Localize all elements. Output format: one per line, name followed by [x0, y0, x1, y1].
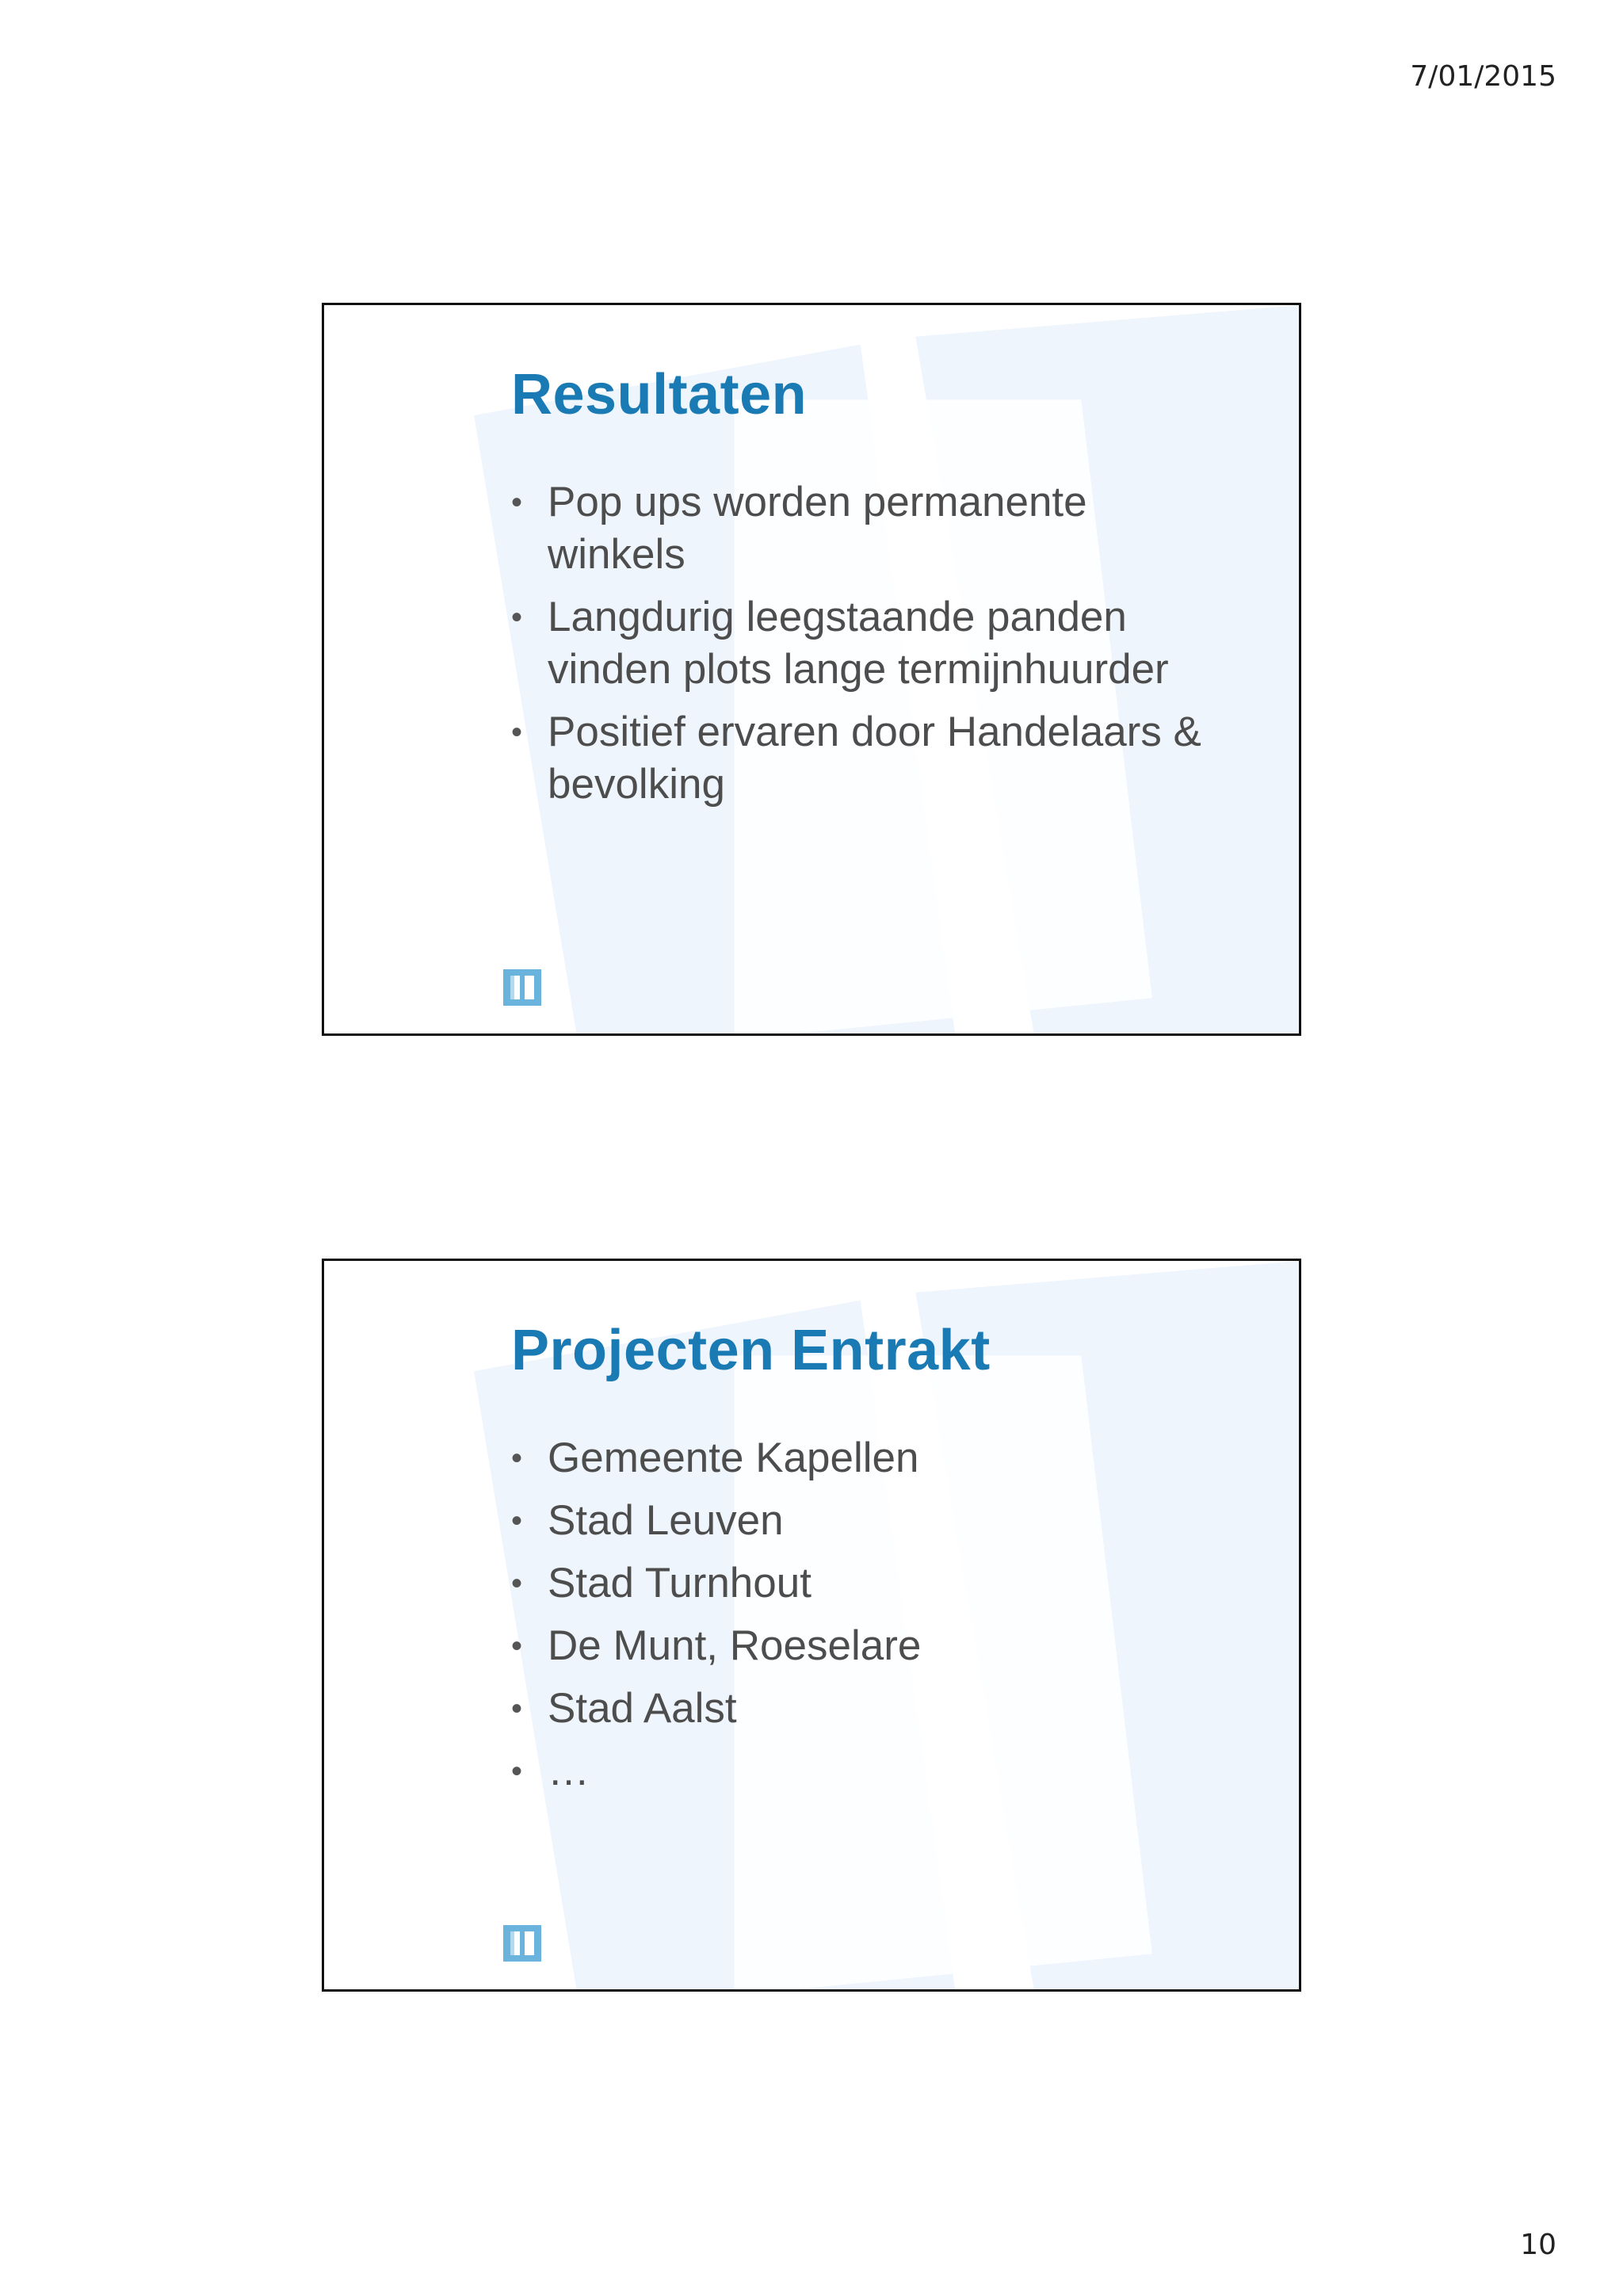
bullet-dot-icon: • [511, 1441, 523, 1476]
entrakt-bracket-logo-icon [503, 1925, 541, 1962]
bullet-text: Stad Leuven [548, 1497, 784, 1544]
bullet-list [511, 1432, 1224, 1808]
list-item [511, 476, 1224, 581]
bullet-text: Stad Turnhout [548, 1560, 812, 1606]
list-item [511, 1745, 1224, 1797]
page-date: 7/01/2015 [1410, 60, 1556, 93]
list-item [511, 1495, 1224, 1547]
bullet-text: Positief ervaren door Handelaars & bevolking [548, 709, 1201, 808]
bullet-text: Pop ups worden permanente winkels [548, 479, 1087, 578]
list-item [511, 1620, 1224, 1672]
list-item [511, 1683, 1224, 1735]
bullet-text: De Munt, Roeselare [548, 1622, 922, 1669]
entrakt-bracket-logo-icon [503, 969, 541, 1006]
bullet-dot-icon: • [511, 485, 523, 520]
list-item [511, 1557, 1224, 1610]
list-item [511, 591, 1224, 696]
bullet-text: Langdurig leegstaande panden vinden plots lange termijnhuurder [548, 594, 1169, 693]
bullet-text: Gemeente Kapellen [548, 1435, 919, 1481]
list-item [511, 706, 1224, 811]
bullet-text: Stad Aalst [548, 1685, 737, 1732]
slide-title: Resultaten [511, 363, 808, 426]
page-number: 10 [1520, 2229, 1556, 2261]
bullet-list [511, 476, 1224, 821]
bullet-dot-icon: • [511, 715, 523, 750]
bullet-text: … [548, 1748, 590, 1794]
slide-title: Projecten Entrakt [511, 1319, 991, 1382]
bullet-dot-icon: • [511, 600, 523, 635]
bullet-dot-icon: • [511, 1754, 523, 1789]
bullet-dot-icon: • [511, 1503, 523, 1538]
list-item [511, 1432, 1224, 1484]
slide-projecten-entrakt [322, 1259, 1301, 1992]
slide-resultaten [322, 303, 1301, 1036]
bullet-dot-icon: • [511, 1566, 523, 1601]
bullet-dot-icon: • [511, 1629, 523, 1664]
bullet-dot-icon: • [511, 1691, 523, 1726]
